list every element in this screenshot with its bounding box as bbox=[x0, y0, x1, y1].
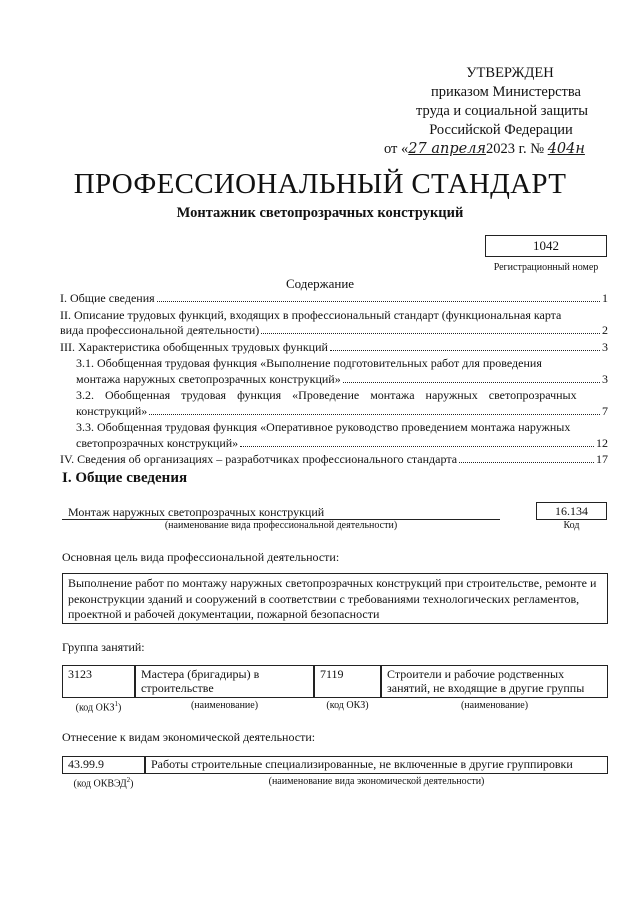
toc-item: III. Характеристика обобщенных трудовых функций 3 bbox=[60, 339, 608, 354]
goal-box bbox=[62, 573, 608, 624]
date-year: 2023 г. № bbox=[486, 141, 545, 157]
handwritten-number: 404н bbox=[547, 141, 585, 157]
approval-block bbox=[380, 64, 620, 140]
goal-text: Выполнение работ по монтажу наружных светопрозрачных конструкций при строительстве, ремонте и реконструкции зданий и сооружений в соответствии с требованиями технологических регламентов, проектной и рабочей документации, пожарной безопасности bbox=[68, 576, 597, 621]
okved-code-cell: 43.99.9 bbox=[62, 756, 145, 774]
handwritten-date: 27 апреля bbox=[408, 141, 487, 157]
okz-code-caption: (код ОКЗ$^1$) bbox=[75, 700, 122, 714]
okz-name-caption: (наименование) bbox=[190, 700, 259, 711]
activity-code: 16.134 bbox=[555, 504, 588, 518]
activity-code-caption: Код bbox=[563, 520, 580, 531]
activity-name: Монтаж наружных светопрозрачных конструкций bbox=[68, 505, 325, 519]
toc-item: I. Общие сведения 1 bbox=[60, 291, 608, 305]
toc-item: 3.1. Обобщенная трудовая функция «Выполнение подготовительных работ для проведения монтажа наружных светопрозрачных конструкций» 3 bbox=[76, 356, 608, 386]
registration-number-label: Регистрационный номер bbox=[493, 262, 599, 273]
approval-line-order: приказом Министерства bbox=[431, 84, 581, 100]
page-subtitle: Монтажник светопрозрачных конструкций bbox=[176, 205, 464, 221]
approval-line-federation: Российской Федерации bbox=[429, 122, 573, 138]
section-heading: I. Общие сведения bbox=[62, 470, 188, 486]
economic-activity-label: Отнесение к видам экономической деятельности: bbox=[62, 730, 316, 744]
table-of-contents bbox=[60, 291, 608, 468]
okz-name-caption-2: (наименование) bbox=[460, 700, 529, 711]
okz-code-caption-2: (код ОКЗ) bbox=[326, 700, 369, 711]
occupation-group-label: Группа занятий: bbox=[62, 640, 145, 654]
toc-item: 3.3. Обобщенная трудовая функция «Оперативное руководство проведением монтажа наружных светопрозрачных конструкций» 12 bbox=[76, 420, 608, 450]
toc-item: 3.2. Обобщенная трудовая функция «Проведение монтажа наружных светопрозрачных конструкций» 7 bbox=[76, 388, 608, 418]
okved-name-cell: Работы строительные специализированные, не включенные в другие группировки bbox=[145, 756, 608, 774]
okved-code-caption: (код ОКВЭД$^2$) bbox=[73, 776, 134, 790]
activity-caption: (наименование вида профессиональной деятельности) bbox=[164, 520, 398, 531]
contents-heading: Содержание bbox=[285, 276, 355, 291]
approval-title: УТВЕРЖДЕН bbox=[466, 65, 554, 81]
okz-code-cell: 3123 bbox=[62, 665, 135, 698]
goal-label: Основная цель вида профессиональной деятельности: bbox=[62, 550, 340, 564]
toc-item: II. Описание трудовых функций, входящих в профессиональный стандарт (функциональная карта вида профессиональной деятельности) 2 bbox=[60, 307, 608, 337]
okz-name-cell: Строители и рабочие родственных занятий, не входящие в другие группы bbox=[381, 665, 608, 698]
okz-name-cell: Мастера (бригадиры) в строительстве bbox=[135, 665, 314, 698]
okz-code-cell: 7119 bbox=[314, 665, 381, 698]
okved-name-caption: (наименование вида экономической деятельности) bbox=[268, 776, 485, 787]
registration-number: 1042 bbox=[533, 238, 559, 253]
activity-code-box bbox=[536, 502, 607, 520]
registration-number-box bbox=[485, 235, 607, 257]
date-prefix: от « bbox=[384, 141, 409, 157]
page-title: ПРОФЕССИОНАЛЬНЫЙ СТАНДАРТ bbox=[73, 168, 567, 200]
approval-line-ministry: труда и социальной защиты bbox=[416, 103, 588, 119]
toc-item: IV. Сведения об организациях – разработчиках профессионального стандарта 17 bbox=[60, 452, 608, 466]
approval-date-line bbox=[384, 141, 585, 158]
